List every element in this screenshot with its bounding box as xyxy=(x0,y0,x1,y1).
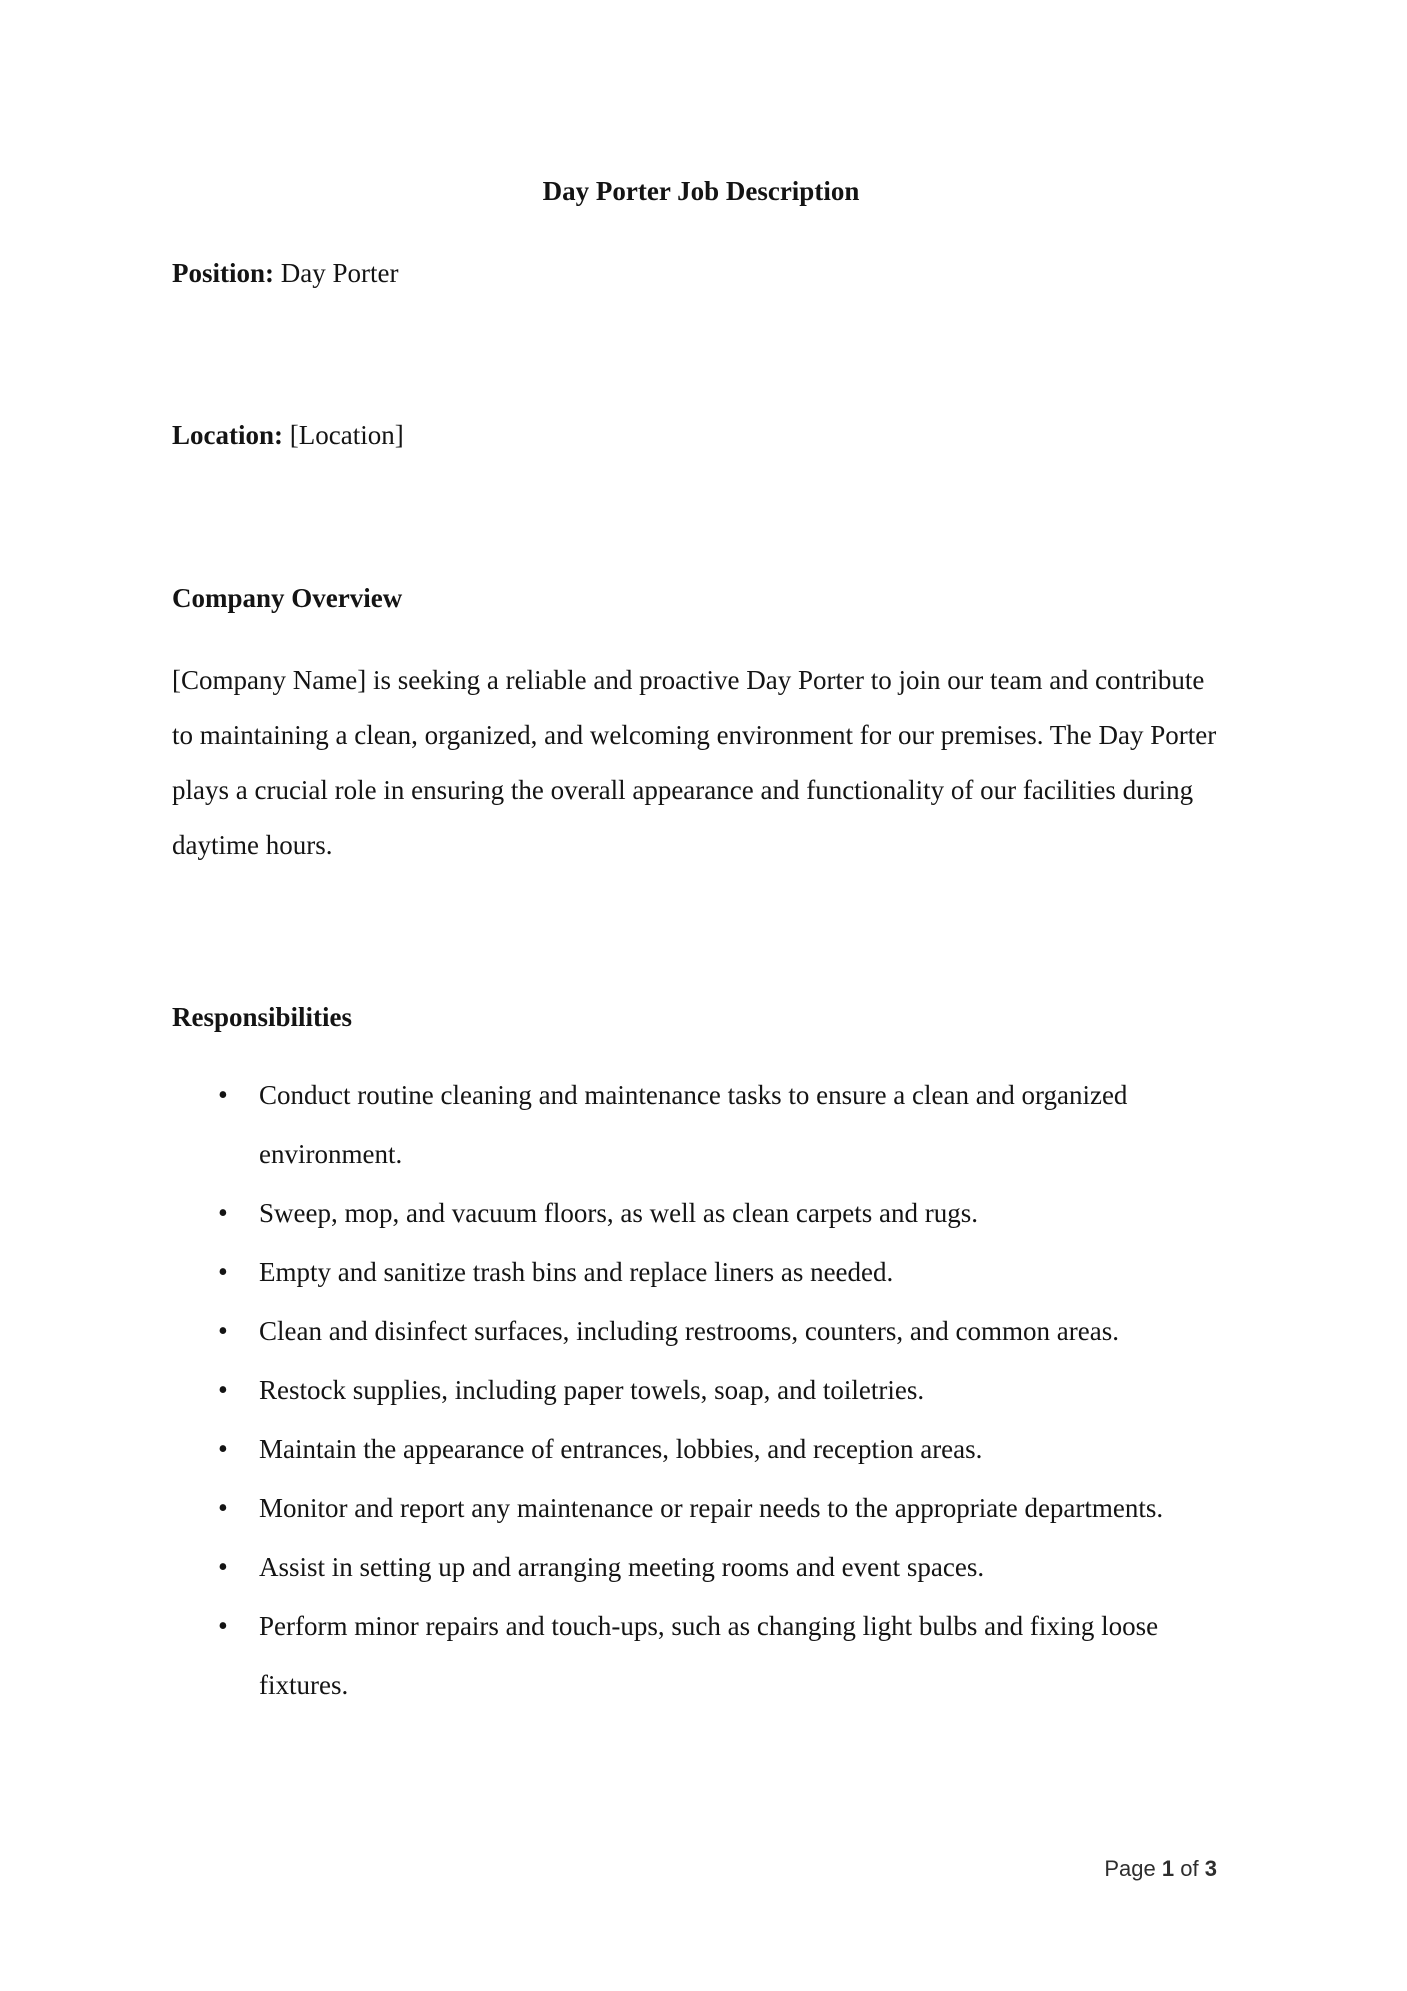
responsibility-item: • Restock supplies, including paper towels, soap, and toiletries. xyxy=(172,1361,1230,1420)
footer-page-number: 1 xyxy=(1161,1856,1175,1881)
location-label: Location: xyxy=(172,420,283,450)
responsibility-item: • Sweep, mop, and vacuum floors, as well as clean carpets and rugs. xyxy=(172,1184,1230,1243)
field-position xyxy=(172,245,1230,301)
page-footer xyxy=(1104,1856,1217,1882)
location-value: [Location] xyxy=(289,420,404,450)
footer-page-total: 3 xyxy=(1204,1856,1217,1881)
responsibility-item: • Assist in setting up and arranging meeting rooms and event spaces. xyxy=(172,1538,1230,1597)
responsibilities-list xyxy=(172,1066,1230,1715)
section-heading-responsibilities: Responsibilities xyxy=(172,1002,353,1032)
footer-page-label: Page xyxy=(1104,1856,1156,1881)
section-heading-company-overview: Company Overview xyxy=(172,583,403,613)
responsibility-item: • Maintain the appearance of entrances, lobbies, and reception areas. xyxy=(172,1420,1230,1479)
company-overview-paragraph: [Company Name] is seeking a reliable and proactive Day Porter to join our team and contribute to maintaining a clean, organized, and welcoming environment for our premises. The Day Porter plays a crucial role in ensuring the overall appearance and functionality of our facilities during daytime hours. xyxy=(172,665,1217,860)
position-value: Day Porter xyxy=(280,258,399,288)
responsibility-item: • Empty and sanitize trash bins and replace liners as needed. xyxy=(172,1243,1230,1302)
responsibility-item: • Clean and disinfect surfaces, including restrooms, counters, and common areas. xyxy=(172,1302,1230,1361)
responsibility-item: • Perform minor repairs and touch-ups, such as changing light bulbs and fixing loose fixtures. xyxy=(172,1597,1230,1715)
field-location xyxy=(172,407,1230,463)
responsibility-item: • Monitor and report any maintenance or repair needs to the appropriate departments. xyxy=(172,1479,1230,1538)
position-label: Position: xyxy=(172,258,275,288)
document-title: Day Porter Job Description xyxy=(542,176,860,206)
responsibility-item: • Conduct routine cleaning and maintenance tasks to ensure a clean and organized environment. xyxy=(172,1066,1230,1184)
footer-of-label: of xyxy=(1180,1856,1199,1881)
